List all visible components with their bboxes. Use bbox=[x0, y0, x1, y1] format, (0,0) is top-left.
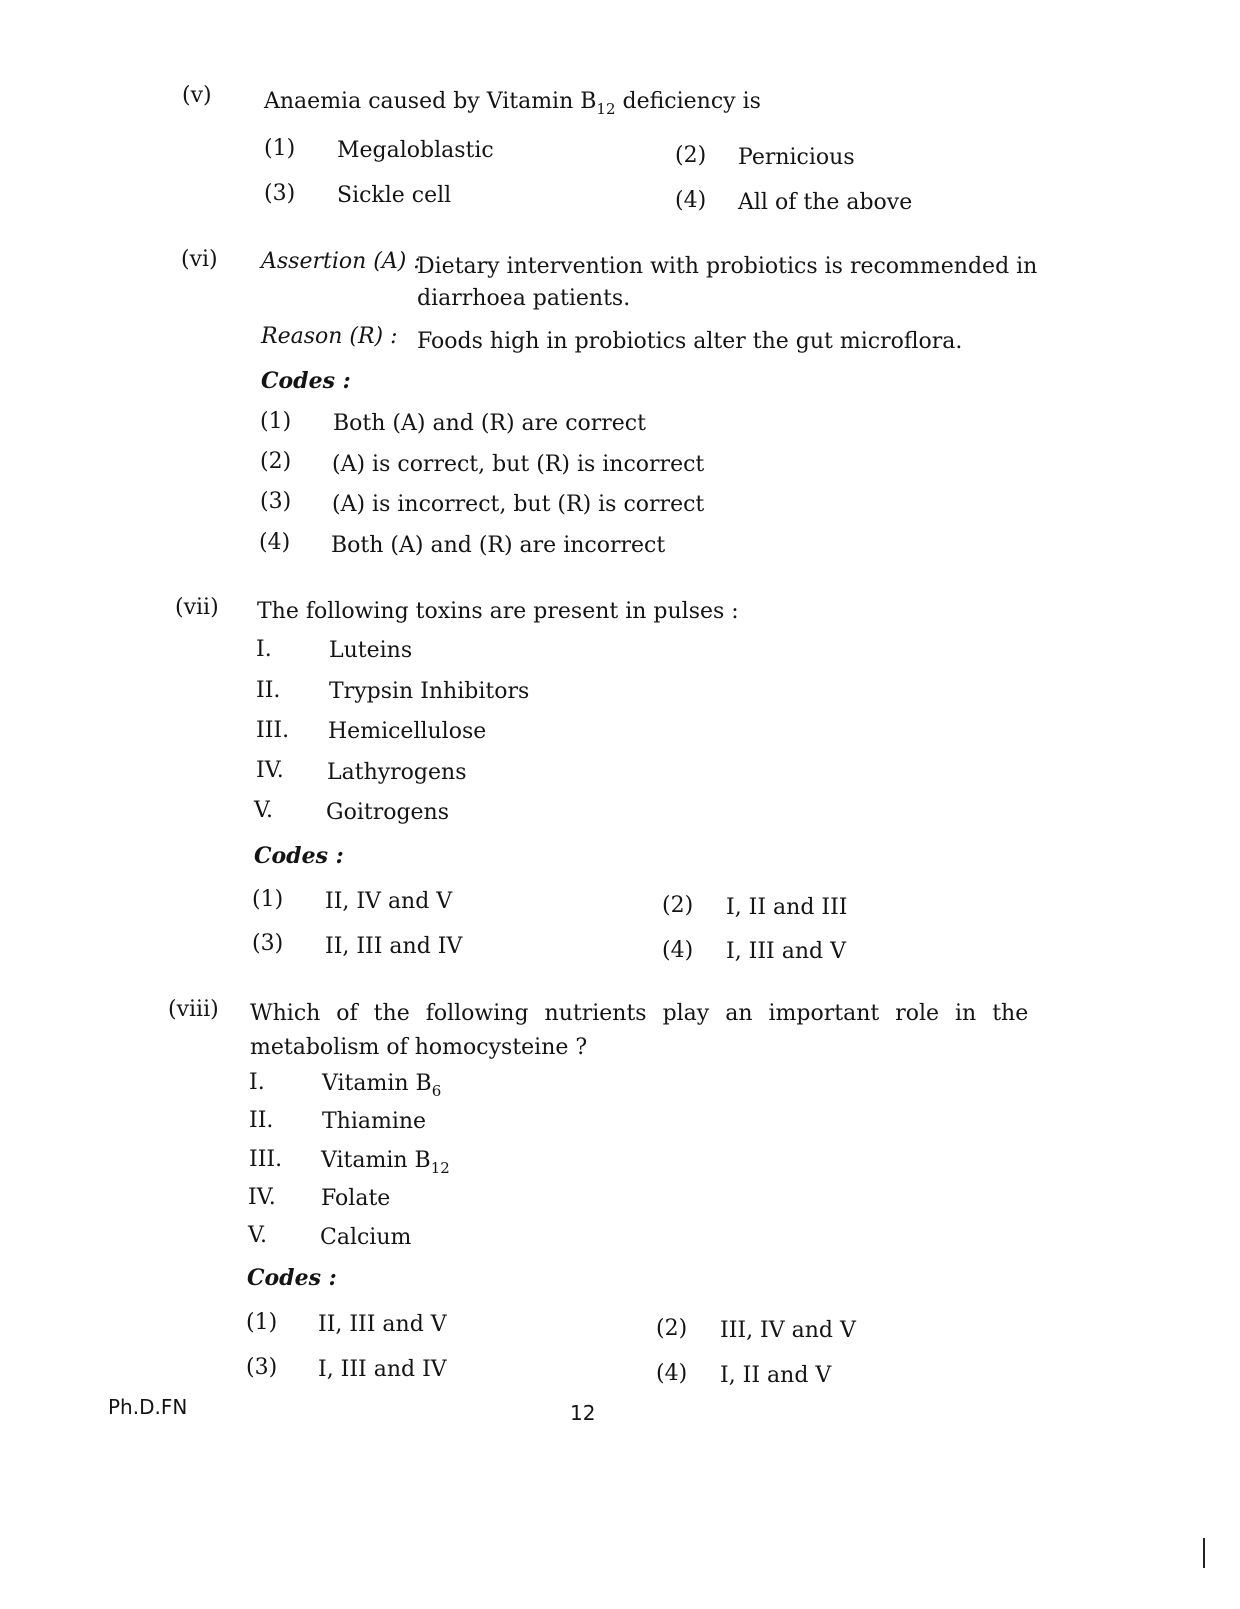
option-text: Sickle cell bbox=[337, 183, 452, 208]
item-text: Calcium bbox=[320, 1225, 412, 1250]
item-label: II. bbox=[256, 678, 281, 703]
item-label: II. bbox=[249, 1108, 274, 1133]
question-stem bbox=[264, 88, 761, 116]
item-text: Luteins bbox=[329, 638, 413, 663]
option-label: (1) bbox=[252, 887, 284, 912]
page-number: 12 bbox=[570, 1401, 596, 1425]
stem-text: Anaemia caused by Vitamin B bbox=[264, 89, 597, 114]
option-text: Megaloblastic bbox=[337, 138, 494, 163]
item-label: V. bbox=[248, 1223, 268, 1248]
option-label: (4) bbox=[675, 188, 707, 213]
exam-code: Ph.D.FN bbox=[108, 1395, 188, 1419]
option-text: II, III and IV bbox=[325, 934, 463, 959]
option-label: (1) bbox=[260, 409, 292, 434]
subscript: 12 bbox=[596, 100, 616, 118]
item-label: III. bbox=[256, 718, 290, 743]
item-label: IV. bbox=[256, 758, 284, 783]
item-label: I. bbox=[249, 1070, 265, 1095]
assertion-text: diarrhoea patients. bbox=[417, 286, 631, 311]
question-stem: metabolism of homocysteine ? bbox=[250, 1035, 588, 1060]
reason-text: Foods high in probiotics alter the gut microflora. bbox=[417, 329, 963, 354]
option-text: I, III and IV bbox=[318, 1357, 447, 1382]
item-text: Folate bbox=[321, 1186, 391, 1211]
option-text: I, II and V bbox=[720, 1363, 832, 1388]
option-label: (3) bbox=[264, 181, 296, 206]
option-text: (A) is incorrect, but (R) is correct bbox=[332, 492, 705, 517]
stem-text: deficiency is bbox=[615, 89, 761, 114]
item-text: Thiamine bbox=[322, 1109, 427, 1134]
option-label: (2) bbox=[656, 1316, 688, 1341]
option-label: (3) bbox=[246, 1355, 278, 1380]
item-label: IV. bbox=[248, 1185, 276, 1210]
item-text bbox=[321, 1147, 450, 1175]
question-stem: The following toxins are present in pulses : bbox=[257, 599, 739, 624]
option-text: Both (A) and (R) are incorrect bbox=[331, 533, 666, 558]
item-text: Goitrogens bbox=[326, 800, 450, 825]
item-label: III. bbox=[249, 1147, 283, 1172]
subscript: 12 bbox=[430, 1159, 450, 1177]
option-label: (3) bbox=[260, 489, 292, 514]
subscript: 6 bbox=[431, 1082, 442, 1100]
option-label: (2) bbox=[675, 143, 707, 168]
option-text: Pernicious bbox=[738, 145, 855, 170]
option-label: (2) bbox=[662, 893, 694, 918]
option-label: (1) bbox=[264, 136, 296, 161]
question-number: (v) bbox=[182, 83, 212, 108]
question-stem: Which of the following nutrients play an important role in the bbox=[250, 1001, 1029, 1026]
option-text: II, IV and V bbox=[325, 889, 453, 914]
option-label: (4) bbox=[662, 938, 694, 963]
option-text: (A) is correct, but (R) is incorrect bbox=[332, 452, 705, 477]
assertion-label: Assertion (A) : bbox=[261, 249, 421, 274]
item-text-main: Vitamin B bbox=[322, 1071, 432, 1096]
codes-label: Codes : bbox=[254, 843, 344, 869]
item-text bbox=[322, 1070, 441, 1098]
item-text: Lathyrogens bbox=[327, 760, 467, 785]
option-text: I, III and V bbox=[726, 939, 846, 964]
question-number: (vii) bbox=[175, 595, 219, 620]
scan-edge-mark bbox=[1203, 1538, 1205, 1568]
item-text-main: Vitamin B bbox=[321, 1148, 431, 1173]
question-number: (vi) bbox=[181, 247, 218, 272]
option-label: (4) bbox=[656, 1361, 688, 1386]
reason-label: Reason (R) : bbox=[261, 324, 398, 349]
item-label: I. bbox=[256, 637, 272, 662]
item-text: Trypsin Inhibitors bbox=[329, 679, 530, 704]
item-label: V. bbox=[254, 798, 274, 823]
question-number: (viii) bbox=[168, 997, 219, 1022]
option-label: (1) bbox=[246, 1310, 278, 1335]
option-label: (3) bbox=[252, 931, 284, 956]
option-text: All of the above bbox=[738, 190, 913, 215]
option-text: I, II and III bbox=[726, 895, 848, 920]
option-text: Both (A) and (R) are correct bbox=[333, 411, 646, 436]
assertion-text: Dietary intervention with probiotics is recommended in bbox=[417, 254, 1038, 279]
codes-label: Codes : bbox=[247, 1265, 337, 1291]
option-label: (4) bbox=[259, 530, 291, 555]
codes-label: Codes : bbox=[261, 368, 351, 394]
option-text: III, IV and V bbox=[720, 1318, 856, 1343]
option-label: (2) bbox=[260, 449, 292, 474]
option-text: II, III and V bbox=[318, 1312, 447, 1337]
item-text: Hemicellulose bbox=[328, 719, 487, 744]
